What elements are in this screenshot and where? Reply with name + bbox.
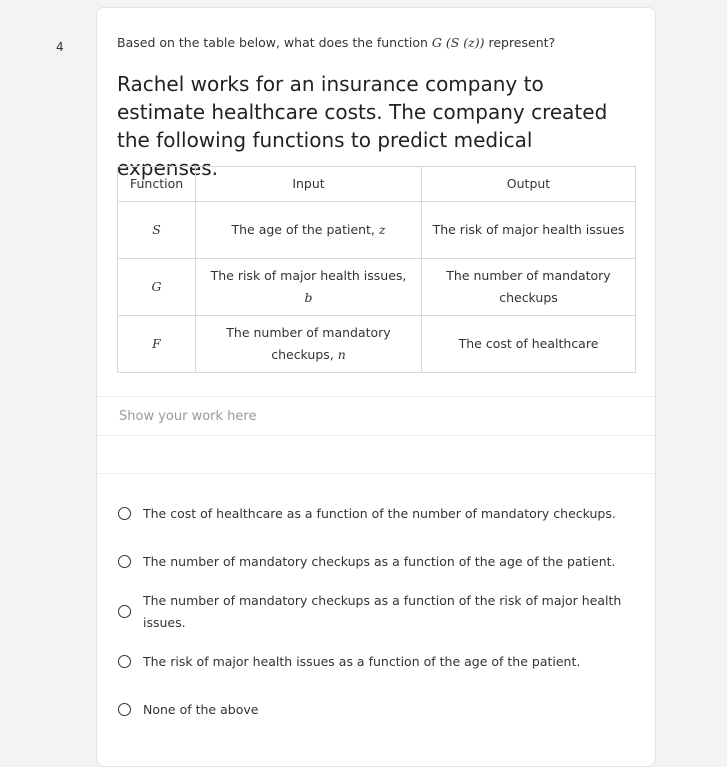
functions-table — [117, 166, 636, 373]
function-cell: S — [118, 202, 196, 259]
answer-option-5[interactable] — [117, 699, 627, 721]
option-label: The number of mandatory checkups as a function of the risk of major health issues. — [143, 593, 622, 630]
header-input: Input — [196, 167, 422, 202]
show-work-input[interactable]: Show your work here — [119, 409, 257, 424]
table-row — [118, 259, 636, 316]
divider — [97, 473, 655, 474]
function-cell: F — [118, 316, 196, 373]
answer-option-4[interactable] — [117, 651, 627, 673]
prompt-text: Based on the table below, what does the function — [117, 35, 432, 50]
table-header-row — [118, 167, 636, 202]
input-text: The risk of major health issues, — [210, 268, 407, 283]
radio-icon[interactable] — [118, 507, 131, 520]
question-stem: Rachel works for an insurance company to estimate healthcare costs. The company created the following functions to predict medical expenses. — [117, 72, 608, 180]
output-cell: The number of mandatory checkups — [422, 259, 636, 316]
option-label: None of the above — [143, 702, 259, 717]
option-label: The risk of major health issues as a function of the age of the patient. — [143, 654, 581, 669]
radio-icon[interactable] — [118, 605, 131, 618]
header-output: Output — [422, 167, 636, 202]
question-number: 4 — [56, 40, 64, 54]
input-cell — [196, 259, 422, 316]
input-cell — [196, 316, 422, 373]
input-text: The age of the patient, — [231, 222, 379, 237]
input-variable: n — [337, 347, 346, 362]
divider — [97, 435, 655, 436]
output-cell: The risk of major health issues — [422, 202, 636, 259]
answer-option-1[interactable] — [117, 503, 627, 525]
option-label: The number of mandatory checkups as a function of the age of the patient. — [143, 554, 616, 569]
prompt-math: G (S (z)) — [431, 35, 485, 50]
input-text: The number of mandatory checkups, — [226, 325, 391, 362]
radio-icon[interactable] — [118, 555, 131, 568]
radio-icon[interactable] — [118, 655, 131, 668]
option-label: The cost of healthcare as a function of the number of mandatory checkups. — [143, 506, 616, 521]
input-variable: b — [304, 290, 313, 305]
prompt-text-end: represent? — [484, 35, 556, 50]
input-cell — [196, 202, 422, 259]
table-row — [118, 316, 636, 373]
header-function: Function — [118, 167, 196, 202]
radio-icon[interactable] — [118, 703, 131, 716]
divider — [97, 396, 655, 397]
table-row — [118, 202, 636, 259]
input-variable: z — [378, 222, 386, 237]
answer-option-3[interactable] — [117, 590, 627, 634]
question-prompt — [117, 35, 555, 50]
question-card — [96, 7, 656, 767]
function-cell: G — [118, 259, 196, 316]
answer-option-2[interactable] — [117, 551, 627, 573]
output-cell: The cost of healthcare — [422, 316, 636, 373]
